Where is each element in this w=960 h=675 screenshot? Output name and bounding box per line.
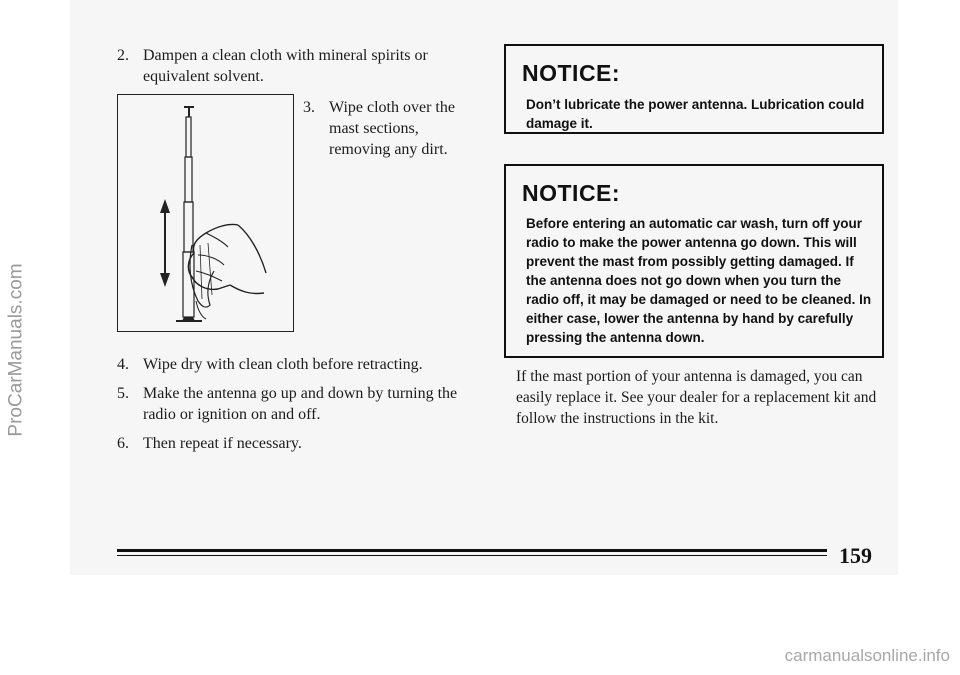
footer-rule-thin [117, 555, 827, 556]
antenna-illustration [117, 94, 294, 332]
notice-car-wash [504, 164, 884, 358]
bottom-watermark: carmanualsonline.info [784, 646, 950, 665]
side-watermark-text: ProCarManuals.com [6, 263, 28, 437]
notice-text: Don’t lubricate the power antenna. Lubrication could damage it. [526, 97, 865, 131]
step-text: Dampen a clean cloth with mineral spirits or equivalent solvent. [143, 47, 428, 85]
notice-lubrication [504, 44, 884, 134]
footer-rule-thick [117, 549, 827, 552]
notice-heading: NOTICE: [522, 180, 621, 206]
replacement-paragraph: If the mast portion of your antenna is damaged, you can easily replace it. See your dealer for a replacement kit and follow the instructions in the kit. [516, 368, 877, 427]
notice-heading: NOTICE: [522, 60, 621, 86]
side-watermark [2, 200, 32, 500]
step-text: Make the antenna go up and down by turning the radio or ignition on and off. [143, 385, 458, 423]
step-number: 3. [303, 99, 315, 116]
step-text: Wipe dry with clean cloth before retracting. [143, 356, 423, 373]
step-number: 2. [117, 47, 129, 64]
step-number: 4. [117, 356, 129, 373]
antenna-cleaning-drawing [118, 95, 293, 331]
step-text: Wipe cloth over the mast sections, removing any dirt. [329, 99, 455, 158]
step-number: 6. [117, 435, 129, 452]
step-3 [303, 97, 468, 160]
step-2 [117, 45, 462, 87]
step-text: Then repeat if necessary. [143, 435, 302, 452]
page-number: 159 [839, 543, 872, 568]
step-number: 5. [117, 385, 129, 402]
step-5 [117, 383, 462, 425]
notice-text: Before entering an automatic car wash, turn off your radio to make the power antenna go down. This will prevent the mast from possibly getting damaged. If the antenna does not go down when you turn the radio off, it may be damaged or need to be cleaned. In either case, lower the antenna by hand by carefully pressing the antenna down. [526, 216, 872, 345]
step-6 [117, 433, 462, 454]
step-4 [117, 354, 462, 375]
